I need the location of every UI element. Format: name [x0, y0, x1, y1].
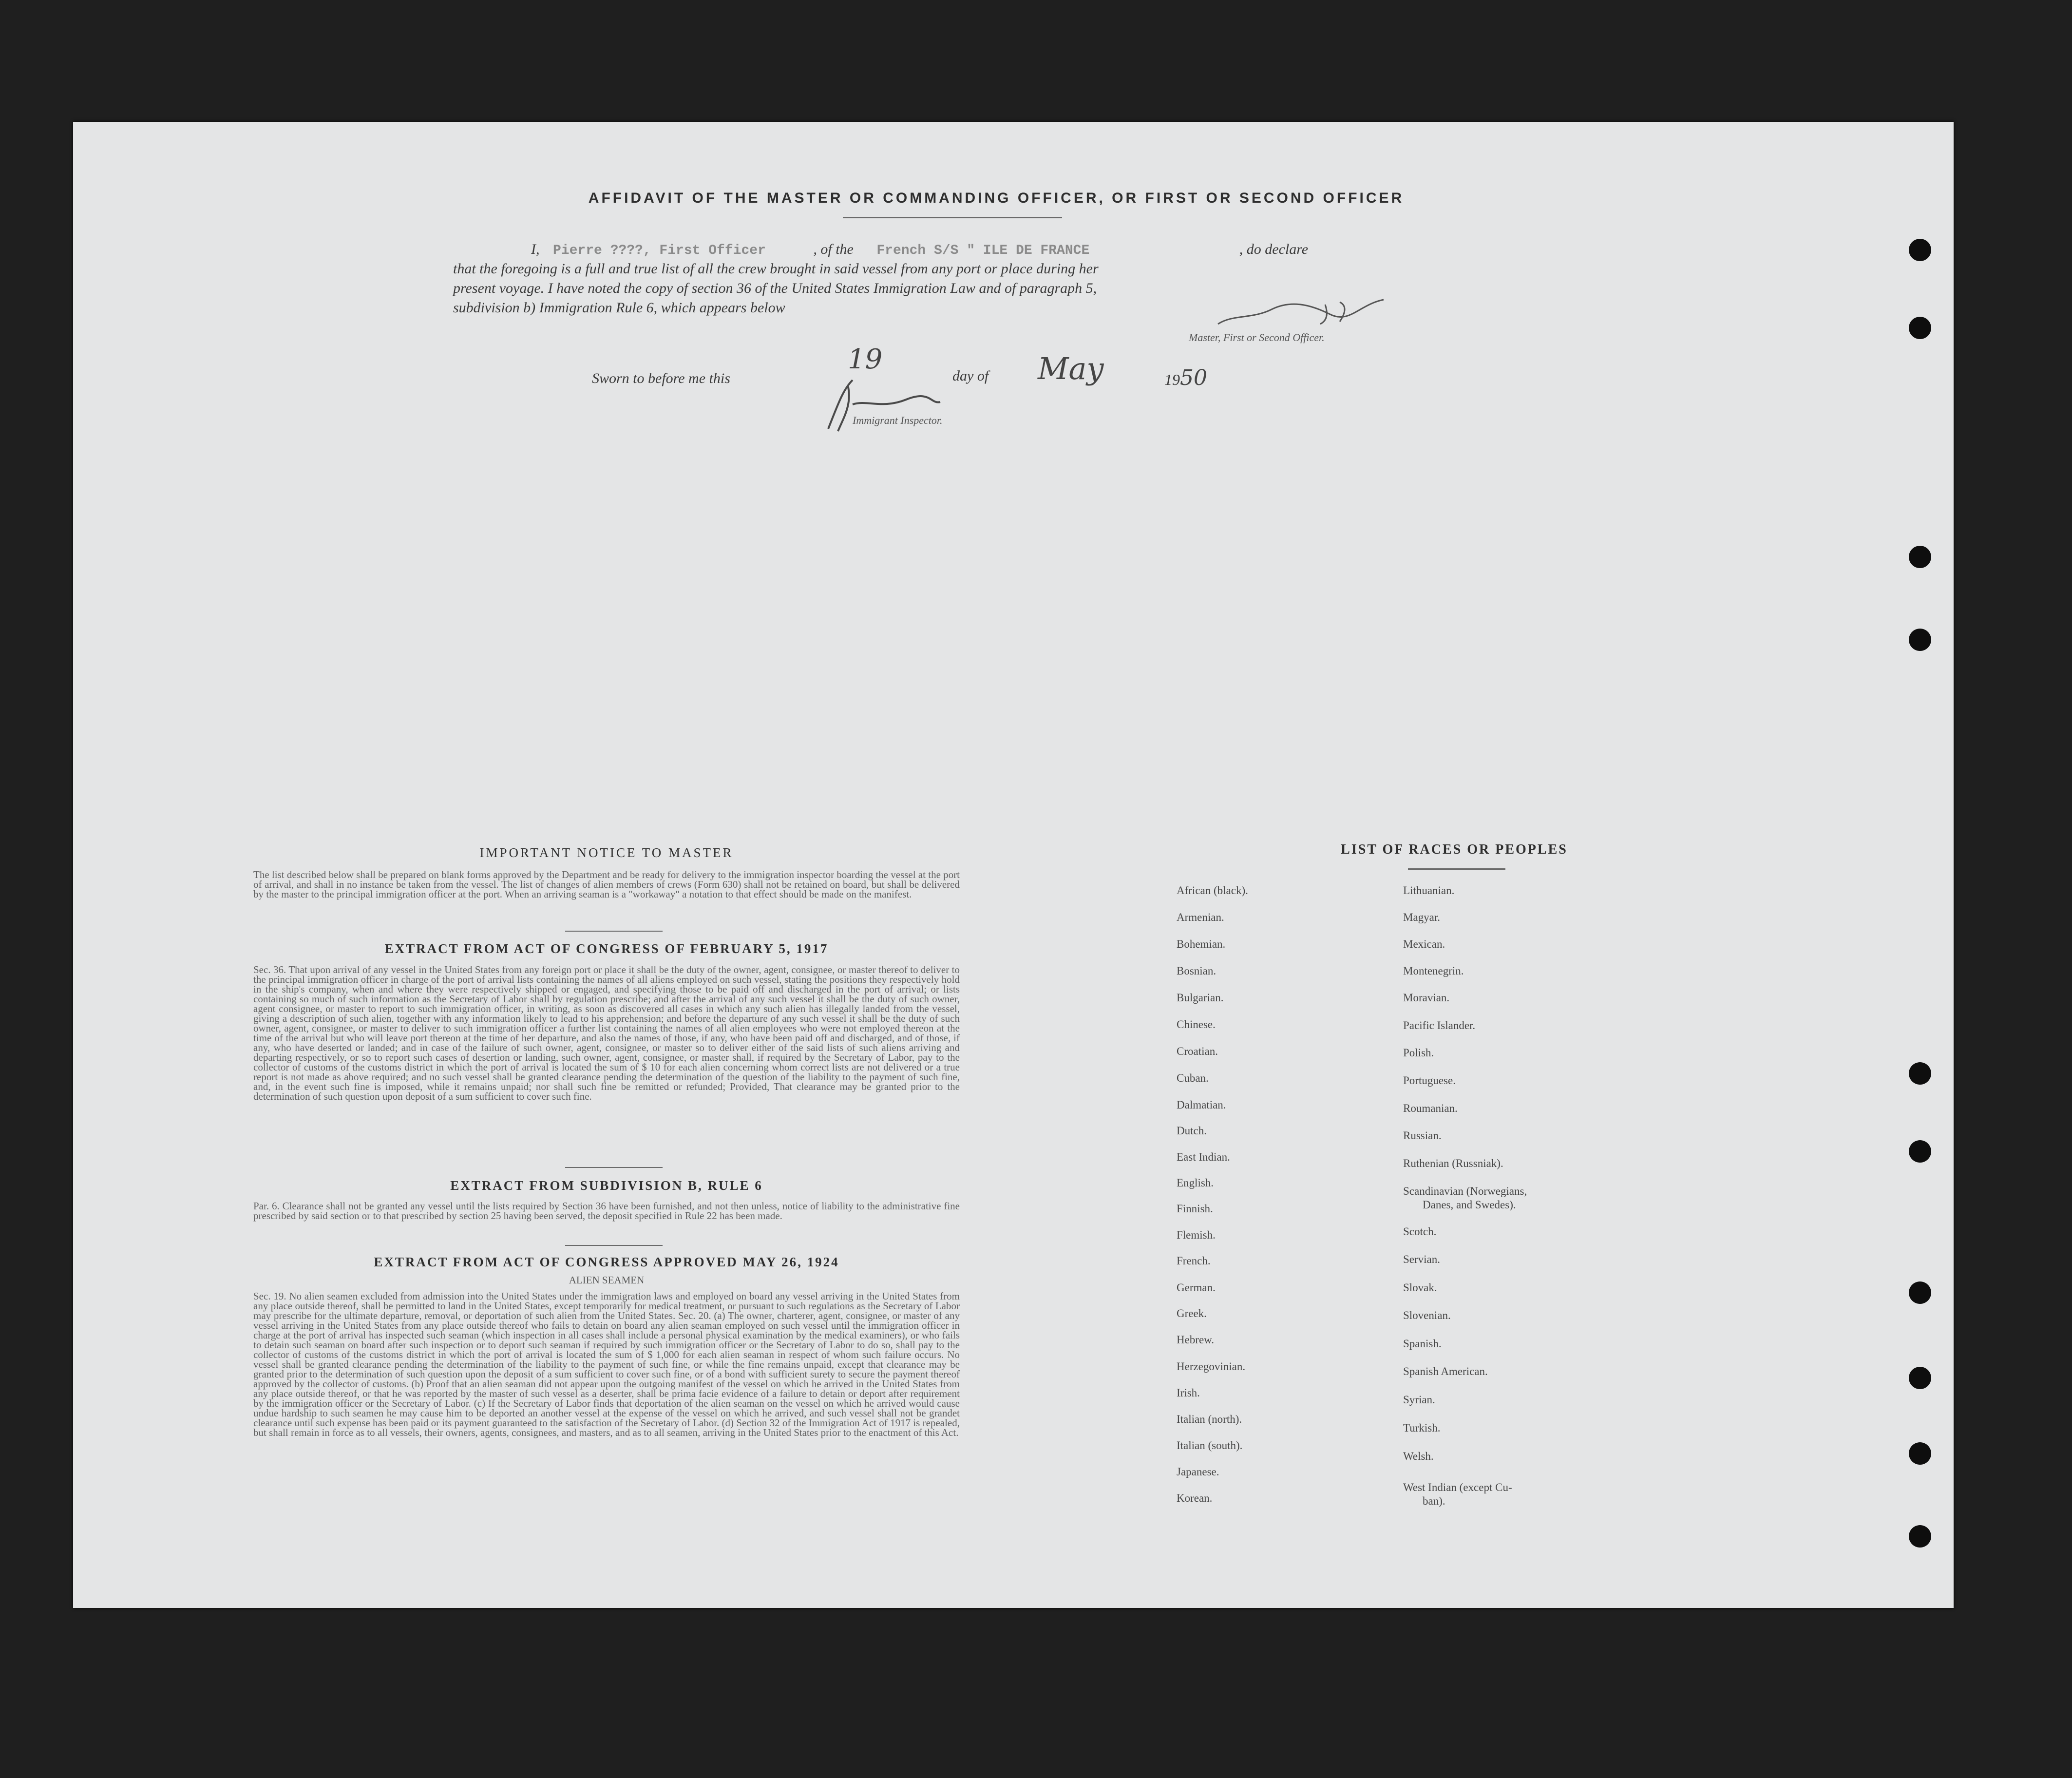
- year-text: [1164, 365, 1207, 390]
- list-item: Hebrew.: [1177, 1334, 1215, 1346]
- divider: [565, 1167, 663, 1168]
- list-item: German.: [1177, 1281, 1216, 1294]
- punch-hole: [1909, 239, 1931, 261]
- vessel-name: French S/S " ILE DE FRANCE: [876, 243, 1090, 258]
- rule6-body: Par. 6. Clearance shall not be granted any vessel until the lists required by Section 36 have been furnished, and not then unless, notice of liability to the administrative fine prescribed by said section or to that prescribed by section 25 having been served, the deposit specified in Rule 22 has been made.: [253, 1200, 960, 1222]
- list-item: Scotch.: [1403, 1225, 1437, 1238]
- list-item: Greek.: [1177, 1307, 1207, 1319]
- affidavit-line-1: [453, 241, 1308, 258]
- punch-hole: [1909, 1062, 1931, 1085]
- extract-1917-body: Sec. 36. That upon arrival of any vessel in the United States from any foreign port or place it shall be the duty of the owner, agent, consignee, or master thereof to deliver to the principal immigration officer in charge of the port of arrival lists containing the names of all aliens employed on such vessel, stating the positions they respectively hold in the ship's company, when and where they were respectively shipped or engaged, and specifying those to be paid off and discharged in the port of arrival; or lists containing so much of such information as the Secretary of Labor shall by regulation prescribe; and after the arrival of any such vessel it shall be the duty of such owner, agent consignee, or master to report to such immigration officer, in writing, as soon as discovered all cases in which any such alien has illegally landed from the vessel, giving a description of such alien, together with any information likely to lead to his apprehension; and before the departure of any such vessel it shall be the duty of such owner, agent, consignee, or master to deliver to such immigration officer a further list containing the names of all alien employees who were not employed thereon at the time of the arrival but who will leave port thereon at the time of her departure, and also the names of those, if any, who have been paid off and discharged, and of those, if any, who have deserted or landed; and in case of the failure of such owner, agent, consignee, or master so to deliver either of the said lists of such aliens arriving and departing respectively, or so to report such cases of desertion or landing, such owner, agent, consignee, or master shall, if required by the Secretary of Labor, pay to the collector of customs of the customs district in which the port of arrival is located the sum of $ 10 for each alien concerning whom correct lists are not delivered or a true report is not made as above required; and no such vessel shall be granted clearance pending the determination of the question of the liability to the payment of such fine, and, in the event such fine is imposed, while it remains unpaid; nor shall such fine be remitted or refunded; Provided, That clearance may be granted prior to the determination of such question upon deposit of a sum sufficient to cover such fine.: [253, 964, 960, 1102]
- races-title: LIST OF RACES OR PEOPLES: [1341, 842, 1568, 857]
- races-title-underline: [1408, 868, 1505, 870]
- list-item: Slovenian.: [1403, 1309, 1451, 1321]
- list-item: Dalmatian.: [1177, 1099, 1226, 1111]
- day-number: 19: [848, 344, 883, 375]
- punch-hole: [1909, 1281, 1931, 1304]
- list-item: Cuban.: [1177, 1072, 1209, 1084]
- affidavit-line-4: subdivision b) Immigration Rule 6, which appears below: [453, 300, 785, 316]
- list-item: Magyar.: [1403, 911, 1441, 923]
- rule6-title: EXTRACT FROM SUBDIVISION B, RULE 6: [450, 1178, 763, 1193]
- list-item: Italian (north).: [1177, 1413, 1242, 1425]
- list-item: East Indian.: [1177, 1151, 1230, 1163]
- notice-body: The list described below shall be prepared on blank forms approved by the Department and be ready for delivery to the immigration inspector boarding the vessel at the port of arrival, and shall in no instance be taken from the vessel. The list of changes of alien members of crews (Form 630) shall not be retained on board, but shall be delivered by the master to the principal immigration officer at the port. When an arriving seaman is a "workaway" a notation to that effect should be made on the manifest.: [253, 869, 960, 900]
- affidavit-title: AFFIDAVIT OF THE MASTER OR COMMANDING OFFICER, OR FIRST OR SECOND OFFICER: [588, 190, 1405, 206]
- list-item: Dutch.: [1177, 1125, 1207, 1137]
- list-item: Mexican.: [1403, 938, 1445, 950]
- list-item: Turkish.: [1403, 1422, 1441, 1434]
- punch-hole: [1909, 1525, 1931, 1548]
- punch-hole: [1909, 546, 1931, 568]
- divider: [565, 1245, 663, 1246]
- title-underline: [843, 217, 1062, 218]
- list-item: Syrian.: [1403, 1394, 1435, 1406]
- list-item: Japanese.: [1177, 1466, 1219, 1478]
- list-item: Moravian.: [1403, 992, 1450, 1004]
- list-item: Flemish.: [1177, 1229, 1216, 1241]
- list-item: Croatian.: [1177, 1045, 1218, 1057]
- sworn-text: Sworn to before me this: [592, 370, 730, 386]
- punch-hole: [1909, 629, 1931, 651]
- affidavit-i: I,: [531, 241, 540, 257]
- list-item: ban).: [1423, 1495, 1445, 1507]
- list-item: Welsh.: [1403, 1450, 1434, 1462]
- list-item: Armenian.: [1177, 911, 1224, 923]
- punch-hole: [1909, 1140, 1931, 1163]
- extract-1917-title: EXTRACT FROM ACT OF CONGRESS OF FEBRUARY 5, 1917: [384, 941, 829, 956]
- list-item: Chinese.: [1177, 1018, 1216, 1031]
- extract-1924-title: EXTRACT FROM ACT OF CONGRESS APPROVED MAY 26, 1924: [374, 1255, 839, 1269]
- month-written: May: [1038, 351, 1104, 386]
- list-item: Slovak.: [1403, 1281, 1437, 1294]
- officer-name: Pierre ????, First Officer: [553, 243, 766, 258]
- extract-1924-subtitle: ALIEN SEAMEN: [569, 1274, 645, 1286]
- punch-hole: [1909, 317, 1931, 339]
- list-item: Italian (south).: [1177, 1439, 1243, 1452]
- list-item: Russian.: [1403, 1129, 1442, 1142]
- list-item: Spanish.: [1403, 1338, 1442, 1350]
- officer-signature: [1213, 295, 1388, 334]
- list-item: Portuguese.: [1403, 1074, 1456, 1087]
- punch-hole: [1909, 1367, 1931, 1389]
- list-item: Pacific Islander.: [1403, 1019, 1476, 1032]
- list-item: Lithuanian.: [1403, 884, 1455, 897]
- notice-title: IMPORTANT NOTICE TO MASTER: [479, 845, 734, 860]
- list-item: Bohemian.: [1177, 938, 1226, 950]
- year-prefix: 19: [1164, 371, 1180, 388]
- year-suffix: 50: [1180, 365, 1207, 390]
- list-item: English.: [1177, 1177, 1214, 1189]
- do-declare-text: , do declare: [1239, 241, 1309, 257]
- list-item: Ruthenian (Russniak).: [1403, 1157, 1503, 1169]
- punch-hole: [1909, 1442, 1931, 1465]
- list-item: Polish.: [1403, 1047, 1434, 1059]
- list-item: Servian.: [1403, 1253, 1441, 1265]
- list-item: Herzegovinian.: [1177, 1360, 1246, 1373]
- affidavit-line-3: present voyage. I have noted the copy of section 36 of the United States Immigration Law and of paragraph 5,: [453, 280, 1097, 296]
- day-of-text: day of: [952, 368, 989, 384]
- list-item: Bulgarian.: [1177, 992, 1224, 1004]
- list-item: Irish.: [1177, 1387, 1200, 1399]
- extract-1924-body: Sec. 19. No alien seamen excluded from admission into the United States under the immigration laws and employed on board any vessel arriving in the United States from any place outside thereof, shall be permitted to land in the United States, except temporarily for medical treatment, or pursuant to such regulations as the Secretary of Labor may prescribe for the ultimate departure, removal, or deportation of such alien from the United States. Sec. 20. (a) The owner, charterer, agent, consignee, or master of any vessel arriving in the United States from any place outside thereof who fails to detain on board any alien seaman employed on such vessel until the immigration officer in charge at the port of arrival has inspected such seaman (which inspection in all cases shall include a personal physical examination by the medical examiners), or who fails to detain such seaman on board after such inspection or to deport such seaman if required by such immigration officer or the Secretary of Labor to do so, shall pay to the collector of customs of the customs district in which the port of arrival is located the sum of $ 1,000 for each alien seaman in respect of whom such failure occurs. No vessel shall be granted clearance pending the determination of the liability to the payment of such fine, or while the fine remains unpaid, except that clearance may be granted prior to the determination of such question upon the deposit of a sum sufficient to cover such fine, or of a bond with sufficient surety to secure the payment thereof approved by the collector of customs. (b) Proof that an alien seaman did not appear upon the outgoing manifest of the vessel on which he arrived in the United States from any place outside thereof, or that he was reported by the master of such vessel as a deserter, shall be prima facie evidence of a failure to detain or deport after requirement by the immigration officer or the Secretary of Labor. (c) If the Secretary of Labor finds that deportation of the alien seaman on the vessel on which he arrived would cause undue hardship to such seamen he may cause him to be deported an another vessel at the expense of the vessel on which he arrived, and such vessel shall not be grandet clearance until such expense has been paid or its payment guaranteed to the satisfaction of the Secretary of Labor. (d) Section 32 of the Immigration Act of 1917 is repealed, but shall remain in force as to all vessels, their owners, agents, consignees, and masters, and as to all seamen, arriving in the United States prior to the enactment of this Act.: [253, 1290, 960, 1438]
- affidavit-line-2: that the foregoing is a full and true list of all the crew brought in said vessel from any port or place during her: [453, 261, 1099, 277]
- list-item: Bosnian.: [1177, 965, 1217, 977]
- of-the-text: , of the: [813, 241, 854, 257]
- document-page: [73, 122, 1954, 1608]
- list-item: Roumanian.: [1403, 1102, 1458, 1114]
- list-item: Korean.: [1177, 1492, 1213, 1504]
- list-item: African (black).: [1177, 884, 1248, 897]
- divider: [565, 931, 663, 932]
- list-item: Finnish.: [1177, 1203, 1213, 1215]
- inspector-caption: Immigrant Inspector.: [853, 414, 943, 426]
- list-item: Montenegrin.: [1403, 965, 1464, 977]
- list-item: Danes, and Swedes).: [1423, 1199, 1516, 1211]
- list-item: West Indian (except Cu-: [1403, 1481, 1512, 1493]
- list-item: Spanish American.: [1403, 1365, 1488, 1377]
- list-item: Scandinavian (Norwegians,: [1403, 1185, 1527, 1197]
- list-item: French.: [1177, 1255, 1211, 1267]
- signature-caption: Master, First or Second Officer.: [1189, 331, 1325, 344]
